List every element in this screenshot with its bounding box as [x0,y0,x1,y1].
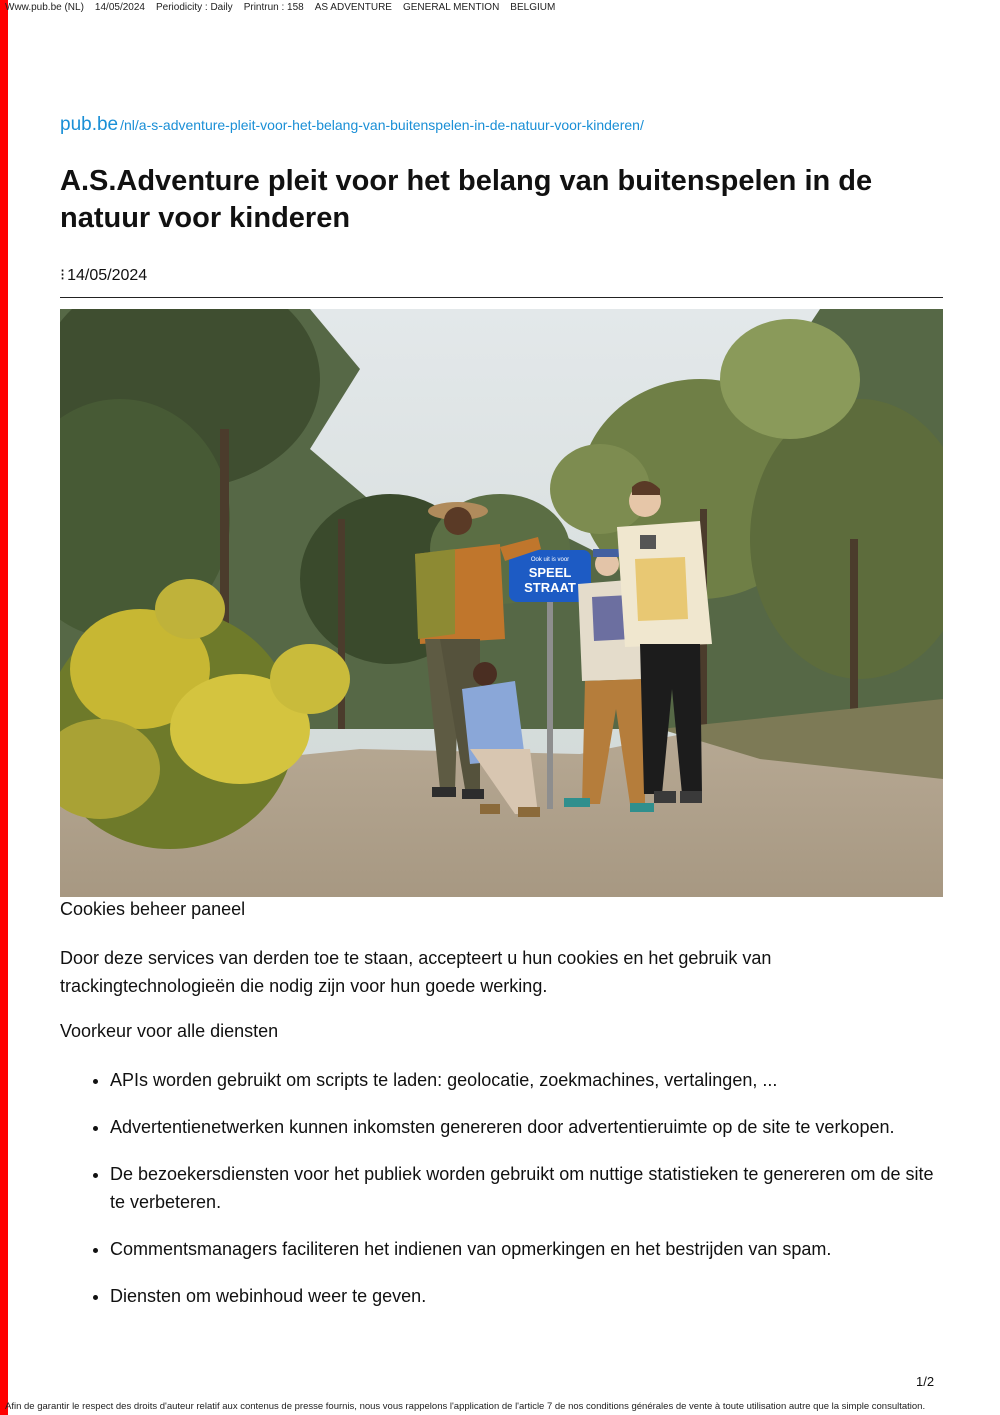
list-item: • Advertentienetwerken kunnen inkomsten genereren door advertentieruimte op de site te verkopen. [110,1113,950,1141]
article-photo [60,309,943,897]
photo-caption: Cookies beheer paneel [60,899,246,919]
list-item: • De bezoekersdiensten voor het publiek worden gebruikt om nuttige statistieken te genereren om de site te verbeteren. [110,1160,950,1216]
press-clipping-header [5,2,566,13]
services-list [60,1066,950,1329]
sign-line2-text: STRAAT [524,580,576,595]
sign-small-text: Ook uit is voor [530,557,570,563]
header-printrun: Printrun : 158 [243,2,304,13]
url-path[interactable]: /nl/a-s-adventure-pleit-voor-het-belang-van-buitenspelen-in-de-natuur-voor-kinderen/ [120,117,644,133]
header-date: 14/05/2024 [94,2,145,13]
article-title: A.S.Adventure pleit voor het belang van buitenspelen in de natuur voor kinderen [60,165,873,234]
preference-heading: Voorkeur voor alle diensten [60,1021,279,1041]
header-client: AS ADVENTURE [314,2,392,13]
page-number: 1/2 [916,1374,935,1389]
cookie-intro-paragraph: Door deze services van derden toe te staan, accepteert u hun cookies en het gebruik van trackingtechnologieën die nodig zijn voor hun goede werking. [60,948,772,996]
kebab-dots-icon: ⁝ [60,267,65,284]
article-url[interactable] [60,114,644,136]
left-margin-bar [0,0,8,1415]
url-domain[interactable]: pub.be [60,114,119,135]
copyright-note: Afin de garantir le respect des droits d'auteur relatif aux contenus de presse fournis, nous vous rappelons l'application de l'article 7 de nos conditions générales de vente à toute utilisation autre que la simple consultation. [5,1401,926,1412]
title-divider [60,297,943,298]
header-periodicity: Periodicity : Daily [155,2,233,13]
article-date: 14/05/2024 [67,267,148,284]
list-item: • APIs worden gebruikt om scripts te laden: geolocatie, zoekmachines, vertalingen, ... [110,1066,950,1094]
header-source: Www.pub.be (NL) [5,2,84,13]
list-item: • Diensten om webinhoud weer te geven. [110,1282,950,1310]
article-date-line [60,265,147,285]
sign-line1-text: SPEEL [528,565,572,580]
header-mention: GENERAL MENTION [402,2,500,13]
header-country: BELGIUM [510,2,556,13]
list-item: • Commentsmanagers faciliteren het indienen van opmerkingen en het bestrijden van spam. [110,1235,950,1263]
